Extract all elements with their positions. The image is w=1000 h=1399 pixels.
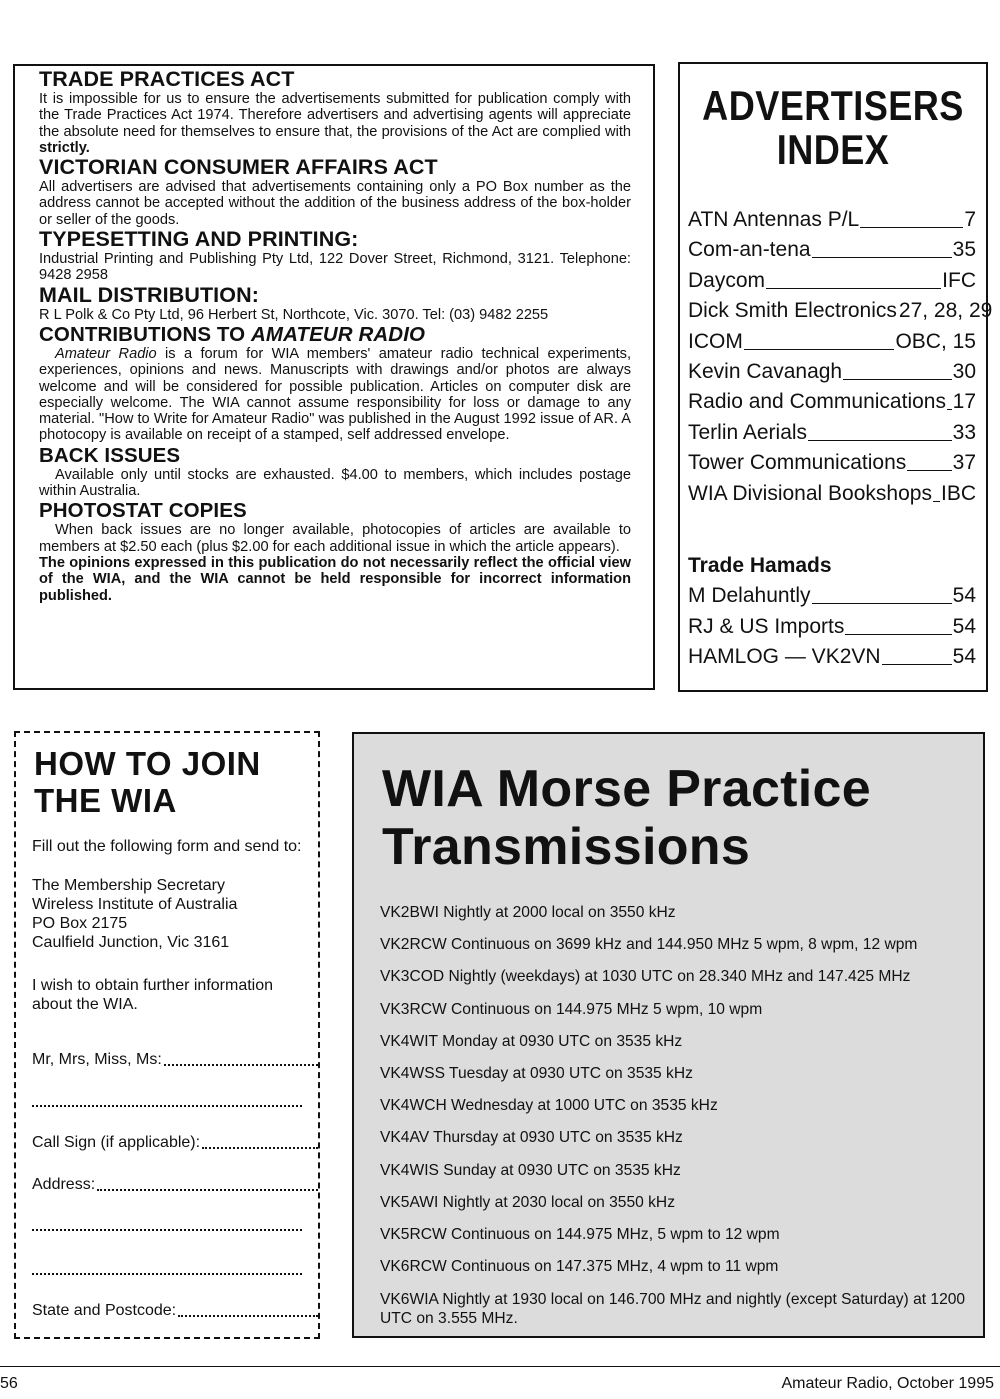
advertiser-leader-line [860, 227, 963, 228]
typesetting-body: Industrial Printing and Publishing Pty Ltd, 122 Dover Street, Richmond, 3121. Telephone: 9428 2958 [39, 251, 631, 284]
name-field-line2[interactable] [32, 1105, 302, 1107]
advertiser-name: Com-an-tena [688, 238, 811, 262]
trade-hamad-leader-line [845, 634, 951, 635]
join-wia-form [14, 731, 320, 1339]
callsign-field[interactable]: Call Sign (if applicable): [32, 1133, 318, 1152]
address-field-line2[interactable] [32, 1229, 302, 1231]
advertiser-name: Daycom [688, 268, 766, 292]
advertiser-leader-line [744, 349, 895, 350]
advertiser-leader-line [843, 379, 952, 380]
address-line: Wireless Institute of Australia [32, 896, 238, 913]
advertiser-page: 35 [952, 238, 976, 262]
advertiser-name: Terlin Aerials [688, 420, 808, 444]
morse-schedule-entry: VK4WCH Wednesday at 1000 UTC on 3535 kHz [380, 1097, 718, 1115]
morse-schedule-entry: VK5AWI Nightly at 2030 local on 3550 kHz [380, 1193, 675, 1211]
trade-practices-body: It is impossible for us to ensure the advertisements submitted for publication comply with the Trade Practices Act 1974. Therefore advertisers and advertising agents will appreciate the absolute need for themselves to ensure that, the provisions of the Act are complied with strictly. [39, 91, 631, 156]
morse-schedule-entry: VK6RCW Continuous on 147.375 MHz, 4 wpm to 11 wpm [380, 1258, 779, 1276]
victorian-section [39, 156, 653, 228]
footer-divider [0, 1366, 1000, 1367]
advertiser-leader-line [947, 409, 952, 410]
trade-hamad-leader-line [882, 664, 952, 665]
opinions-disclaimer: The opinions expressed in this publication do not necessarily reflect the official view of the WIA, and the WIA cannot be held responsible for incorrect information published. [39, 554, 631, 604]
trade-hamad-name: RJ & US Imports [688, 614, 845, 638]
advertiser-name: WIA Divisional Bookshops [688, 481, 932, 505]
advertiser-entry [688, 267, 976, 293]
back-issues-body: Available only until stocks are exhausted. $4.00 to members, which includes postage within Australia. [39, 466, 631, 500]
advertiser-name: Radio and Communications [688, 390, 946, 414]
morse-practice-box [352, 732, 985, 1338]
typesetting-section [39, 228, 653, 284]
morse-schedule-entry: VK3RCW Continuous on 144.975 MHz 5 wpm, 10 wpm [380, 1000, 763, 1018]
victorian-heading: VICTORIAN CONSUMER AFFAIRS ACT [39, 155, 438, 180]
advertiser-entry [688, 480, 976, 506]
advertiser-page: IBC [940, 481, 976, 505]
advertiser-entry [688, 236, 976, 262]
trade-hamad-entry [688, 582, 976, 608]
trade-hamad-entry [688, 613, 976, 639]
advertiser-name: ICOM [688, 329, 743, 353]
photostat-body: When back issues are no longer available, photocopies of articles are available to members at $2.50 each (plus $2.00 for each additional issue in which the article appears). [39, 522, 631, 555]
advertiser-entry [688, 388, 976, 414]
morse-schedule-entry: VK6WIA Nightly at 1930 local on 146.700 MHz and nightly (except Saturday) at 1200 UTC on 3.555 MHz. [380, 1291, 966, 1328]
contributions-heading: CONTRIBUTIONS TO AMATEUR RADIO [39, 322, 426, 346]
trade-hamad-name: M Delahuntly [688, 584, 811, 607]
victorian-body: All advertisers are advised that advertisements containing only a PO Box number as the address cannot be accepted without the addition of the business address of the box-holder or seller of the goods. [39, 179, 631, 228]
advertiser-leader-line [933, 501, 940, 502]
photostat-section [39, 499, 653, 603]
advertiser-leader-line [766, 288, 941, 289]
morse-schedule-entry: VK3COD Nightly (weekdays) at 1030 UTC on 28.340 MHz and 147.425 MHz [380, 968, 911, 986]
advertiser-entry [688, 419, 976, 445]
advertiser-page: OBC, 15 [895, 329, 976, 353]
advertisers-index [678, 62, 993, 692]
address-field-line3[interactable] [32, 1273, 302, 1275]
advertiser-name: Kevin Cavanagh [688, 360, 843, 383]
notices-box [13, 64, 655, 690]
trade-hamad-page: 54 [952, 614, 976, 638]
photostat-heading: PHOTOSTAT COPIES [39, 499, 247, 523]
trade-practices-heading: TRADE PRACTICES ACT [39, 67, 295, 91]
typesetting-heading: TYPESETTING AND PRINTING: [39, 227, 359, 252]
morse-schedule-entry: VK5RCW Continuous on 144.975 MHz, 5 wpm to 12 wpm [380, 1225, 780, 1243]
contributions-body: Amateur Radio is a forum for WIA members' amateur radio technical experiments, experiences, opinions and news. Manuscripts with drawings and/or photos are always welcome and will be considered for possible publication. Articles on computer disk are especially welcome. The WIA cannot assume responsibility for loss or damage to any material. "How to Write for Amateur Radio" was published in the August 1992 issue of AR. A photocopy is available on receipt of a stamped, self addressed envelope. [39, 345, 631, 444]
advertiser-name: ATN Antennas P/L [688, 208, 860, 231]
back-issues-section [39, 444, 653, 500]
address-line: Caulfield Junction, Vic 3161 [32, 934, 230, 951]
advertiser-name: Tower Communications [688, 451, 907, 475]
advertiser-page: 27, 28, 29 [898, 299, 993, 323]
advertiser-leader-line [812, 257, 952, 258]
join-intro: Fill out the following form and send to: [32, 838, 302, 855]
advertiser-entry [688, 206, 976, 232]
morse-schedule-list [380, 904, 969, 1342]
advertiser-page: 30 [952, 360, 976, 383]
advertisers-index-title: ADVERTISERS INDEX [702, 82, 964, 173]
morse-schedule-entry: VK2BWI Nightly at 2000 local on 3550 kHz [380, 904, 676, 921]
page-number: 56 [0, 1375, 18, 1392]
trade-practices-section [39, 68, 653, 156]
advertiser-page: 7 [964, 208, 976, 231]
state-postcode-field[interactable]: State and Postcode: [32, 1301, 318, 1320]
mail-body: R L Polk & Co Pty Ltd, 96 Herbert St, Northcote, Vic. 3070. Tel: (03) 9482 2255 [39, 306, 549, 323]
trade-hamad-entry [688, 643, 976, 669]
trade-hamad-page: 54 [952, 645, 976, 668]
address-line: PO Box 2175 [32, 915, 128, 932]
trade-hamad-name: HAMLOG — VK2VN [688, 645, 881, 668]
address-line: The Membership Secretary [32, 877, 225, 894]
advertiser-entry [688, 328, 976, 354]
morse-schedule-entry: VK4AV Thursday at 0930 UTC on 3535 kHz [380, 1129, 683, 1147]
membership-address [16, 876, 318, 952]
trade-hamads-heading: Trade Hamads [688, 554, 832, 577]
mail-section [39, 284, 653, 323]
advertiser-page: 17 [952, 390, 976, 414]
morse-title: WIA Morse Practice Transmissions [382, 760, 871, 876]
morse-schedule-entry: VK4WSS Tuesday at 0930 UTC on 3535 kHz [380, 1064, 693, 1082]
contributions-section [39, 323, 653, 444]
advertiser-entry [688, 358, 976, 384]
advertiser-page: IFC [942, 268, 976, 292]
advertiser-name: Dick Smith Electronics [688, 299, 897, 323]
advertiser-entry [688, 449, 976, 475]
address-field[interactable]: Address: [32, 1175, 318, 1194]
join-heading: HOW TO JOIN THE WIA [34, 745, 261, 819]
advertiser-page: 37 [952, 451, 976, 475]
advertiser-entry [688, 297, 993, 323]
advertiser-leader-line [907, 470, 951, 471]
morse-schedule-entry: VK4WIS Sunday at 0930 UTC on 3535 kHz [380, 1161, 681, 1179]
back-issues-heading: BACK ISSUES [39, 443, 181, 467]
trade-hamad-leader-line [812, 603, 952, 604]
advertiser-leader-line [808, 440, 952, 441]
mail-heading: MAIL DISTRIBUTION: [39, 282, 259, 307]
name-field[interactable]: Mr, Mrs, Miss, Ms: [32, 1050, 318, 1069]
advertiser-page: 33 [952, 420, 976, 444]
publication-line: Amateur Radio, October 1995 [781, 1375, 994, 1392]
morse-schedule-entry: VK4WIT Monday at 0930 UTC on 3535 kHz [380, 1032, 683, 1050]
morse-schedule-entry: VK2RCW Continuous on 3699 kHz and 144.950 MHz 5 wpm, 8 wpm, 12 wpm [380, 936, 918, 954]
join-further-info: I wish to obtain further information about the WIA. [32, 977, 274, 1013]
trade-hamad-page: 54 [952, 584, 976, 607]
